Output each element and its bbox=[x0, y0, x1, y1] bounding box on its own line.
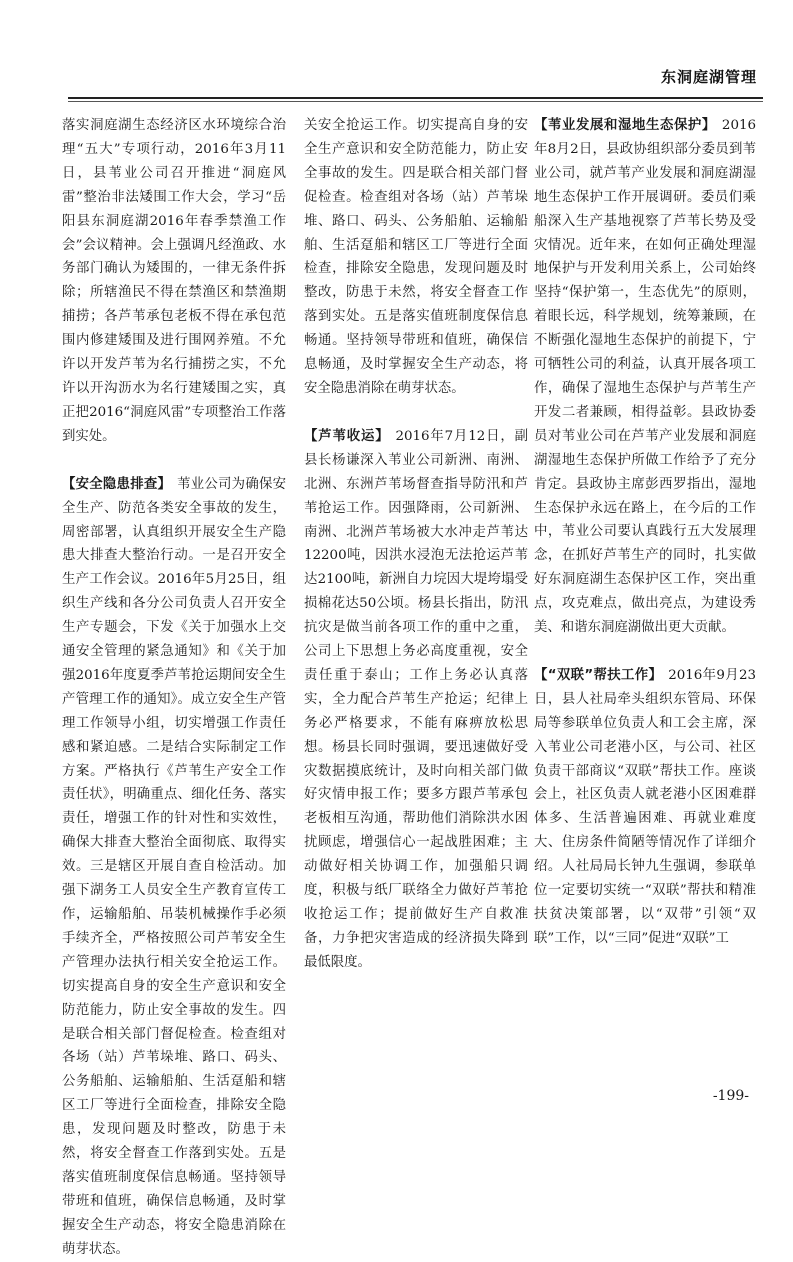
section-heading-safety: 【安全隐患排查】 bbox=[62, 476, 172, 492]
header-rule-thin bbox=[68, 101, 763, 102]
section-heading-wetland: 【苇业发展和湿地生态保护】 bbox=[534, 118, 716, 133]
safety-paragraph bbox=[62, 473, 286, 1262]
harvest-paragraph bbox=[304, 425, 528, 975]
safety-body: 苇业公司为确保安全生产、防范各类安全事故的发生，周密部署，认真组织开展安全生产隐患大排查大整治行动。一是召开安全生产工作会议。2016年5月25日，组织生产线和各分公司负责人召开安全生产专题会，下发《关于加强水上交通安全管理的紧急通知》和《关于加强2016年度夏季芦苇抢运期间安全生产管理工作的通知》。成立安全生产管理工作领导小组，切实增强工作责任感和紧迫感。二是结合实际制定工作方案。严格执行《芦苇生产安全工作责任状》，明确重点、细化任务、落实责任，增强工作的针对性和实效性，确保大排查大整治全面彻底、取得实效。三是辖区开展自查自检活动。加强下湖务工人员安全生产教育宣传工作，运输船舶、吊装机械操作手必须手续齐全，严格按照公司芦苇安全生产管理办法执行相关安全抢运工作。切实提高自身的安全生产意识和安全防范能力，防止安全事故的发生。四是联合相关部门督促检查。检查组对各场（站）芦苇垛堆、路口、码头、公务船舶、运输船舶、生活趸船和辖区工厂等进行全面检查，排除安全隐患，发现问题及时整改，防患于未然，将安全督查工作落到实处。五是落实值班制度保信息畅通。坚持领导带班和值班，确保信息畅通，及时掌握安全生产动态，将安全隐患消除在萌芽状态。 bbox=[62, 476, 286, 1257]
assist-body: 2016年9月23日，县人社局牵头组织东管局、环保局等参联单位负责人和工会主席，深入苇业公司老港小区，与公司、社区负责干部商议“双联”帮扶工作。座谈会上，社区负责人就老港小区困难群体多、生活普遍困难、再就业难度大、住房条件简陋等情况作了详细介绍。人社局局长钟九生强调，参联单位一定要切实统一“双联”帮扶和精准扶贫决策部署，以“双带”引领“双联”工作，以“三同”促进“双联”工 bbox=[534, 667, 756, 946]
article-flow-middle bbox=[304, 114, 528, 975]
column-right bbox=[534, 114, 756, 1069]
article-flow bbox=[62, 114, 286, 1262]
assist-paragraph bbox=[534, 664, 756, 951]
column-middle bbox=[304, 114, 528, 1069]
section-heading-assist: 【“双联”帮扶工作】 bbox=[534, 667, 663, 683]
wetland-paragraph bbox=[534, 114, 756, 640]
harvest-body: 2016年7月12日，副县长杨谦深入苇业公司新洲、南洲、北洲、东洲芦苇场督查指导防汛和芦苇抢运工作。因强降雨，公司新洲、南洲、北洲芦苇场被大水冲走芦苇达12200吨，因洪水浸泡无法抢运芦苇达2100吨，新洲自力垸因大堤垮塌受损棉花达50公顷。杨县长指出，防汛抗灾是做当前各项工作的重中之重，公司上下思想上务必高度重视，安全责任重于泰山；工作上务必认真落实，全力配合芦苇生产抢运；纪律上务必严格要求，不能有麻痹放松思想。杨县长同时强调，要迅速做好受灾数据摸底统计，及时向相关部门做好灾情申报工作；要多方跟芦苇承包老板相互沟通，帮助他们消除洪水困扰顾虑，增强信心一起战胜困难；主动做好相关协调工作，加强船只调度，积极与纸厂联络全力做好芦苇抢收抢运工作；提前做好生产自救准备，力争把灾害造成的经济损失降到最低限度。 bbox=[304, 428, 528, 970]
column-left bbox=[62, 114, 286, 1257]
page-number: -199- bbox=[712, 1088, 749, 1104]
header-rule bbox=[68, 97, 763, 99]
section-heading-harvest: 【芦苇收运】 bbox=[304, 428, 390, 444]
wetland-body: 2016年8月2日，县政协组织部分委员到苇业公司，就芦苇产业发展和洞庭湖湿地生态保护工作开展调研。委员们乘船深入生产基地视察了芦苇长势及受灾情况。近年来，在如何正确处理湿地保护与开发利用关系上，公司始终坚持“保护第一，生态优先”的原则，着眼长远，科学规划，统筹兼顾，在不断强化湿地生态保护的前提下，宁可牺牲公司的利益，认真开展各项工作，确保了湿地生态保护与芦苇生产开发二者兼顾，相得益彰。县政协委员对苇业公司在芦苇产业发展和洞庭湖湿地生态保护所做工作给予了充分肯定。县政协主席彭西罗指出，湿地生态保护永远在路上，在今后的工作中，苇业公司要认真践行五大发展理念，在抓好芦苇生产的同时，扎实做好东洞庭湖生态保护区工作，突出重点，攻克难点，做出亮点，为建设秀美、和谐东洞庭湖做出更大贡献。 bbox=[534, 118, 756, 636]
safety-continued: 关安全抢运工作。切实提高自身的安全生产意识和安全防范能力，防止安全事故的发生。四是联合相关部门督促检查。检查组对各场（站）芦苇垛堆、路口、码头、公务船舶、运输船舶、生活趸船和辖区工厂等进行全面检查，排除安全隐患，发现问题及时整改，防患于未然，将安全督查工作落到实处。五是落实值班制度保信息畅通。坚持领导带班和值班，确保信息畅通，及时掌握安全生产动态，将安全隐患消除在萌芽状态。 bbox=[304, 118, 528, 396]
intro-paragraph: 落实洞庭湖生态经济区水环境综合治理“五大”专项行动，2016年3月11日，县苇业公司召开推进“洞庭风雷”整治非法矮围工作大会，学习“岳阳县东洞庭湖2016年春季禁渔工作会”会议精神。会上强调凡经渔政、水务部门确认为矮围的，一律无条件拆除；所辖渔民不得在禁渔区和禁渔期捕捞；各芦苇承包老板不得在承包范围内修建矮围及进行围网养殖。不允许以开发芦苇为名行捕捞之实，不允许以开沟沥水为名行建矮围之实，真正把2016“洞庭风雷”专项整治工作落到实处。 bbox=[62, 118, 286, 444]
running-header-title: 东洞庭湖管理 bbox=[660, 68, 757, 86]
